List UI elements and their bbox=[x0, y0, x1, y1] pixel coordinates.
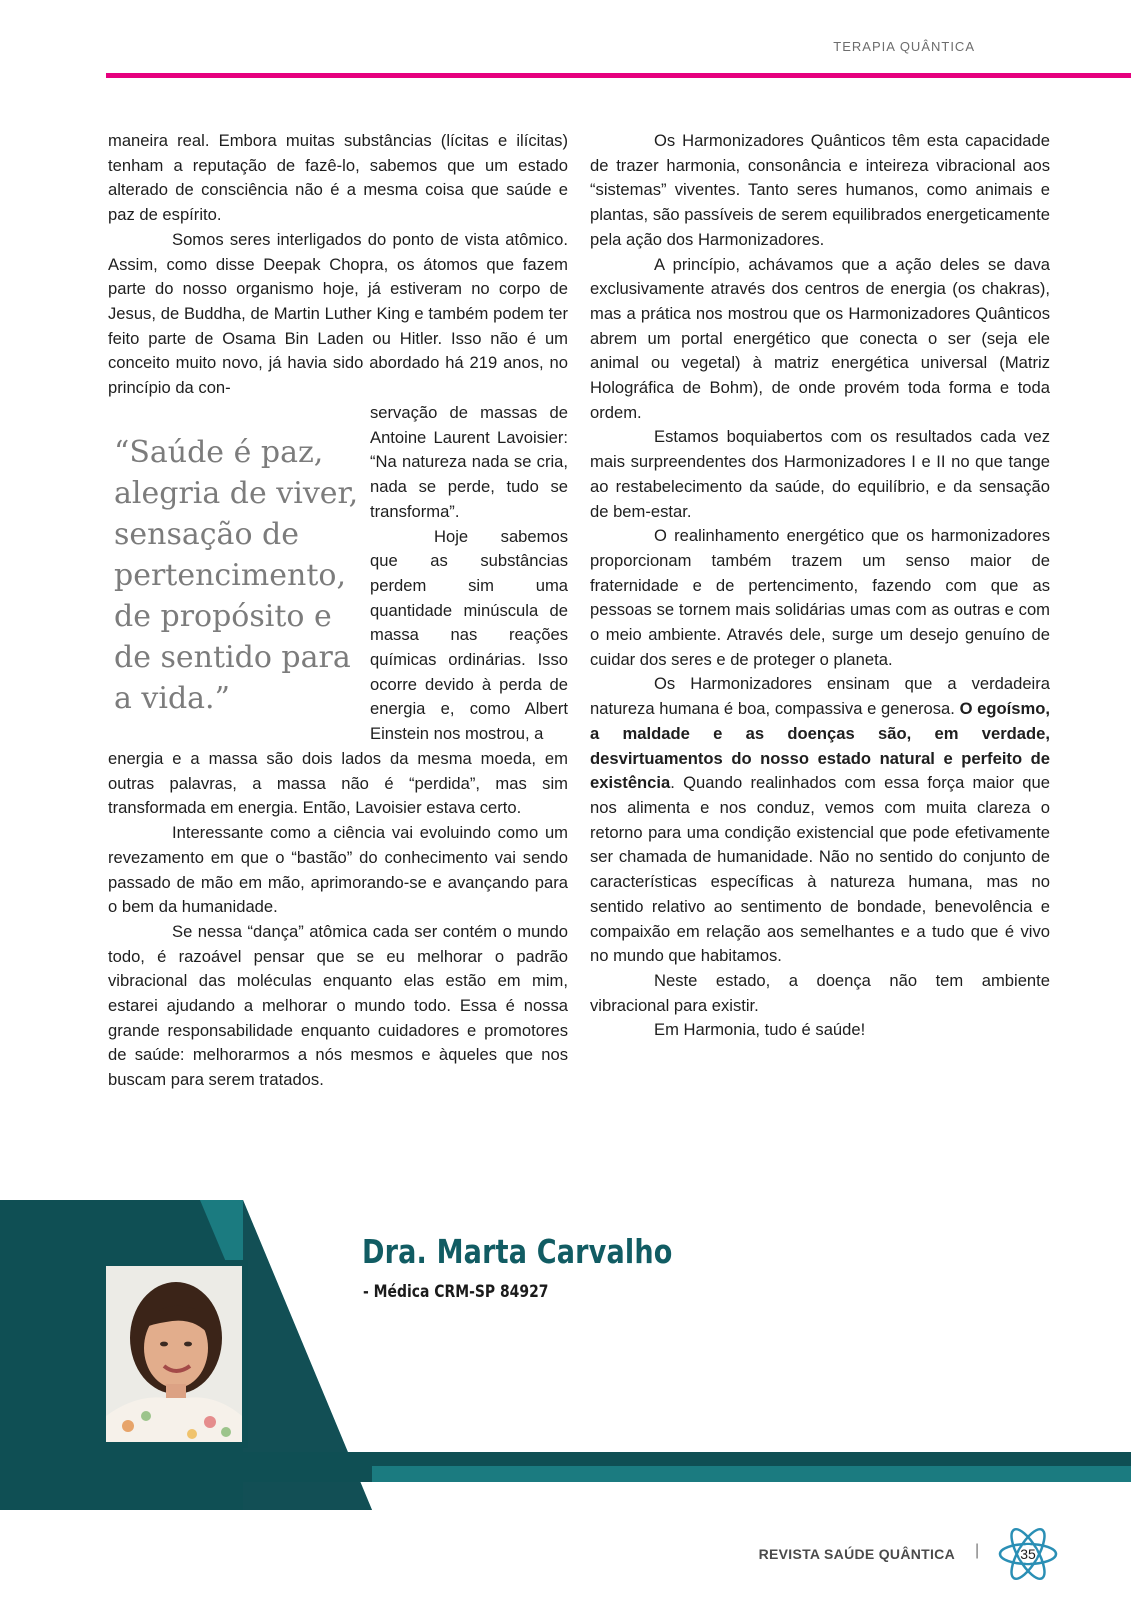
paragraph: A princípio, achávamos que a ação deles se dava exclusivamente através dos centros de energia (os chakras), mas a prática nos mostrou que os Harmonizadores Quânticos abrem um portal energético que conecta o ser (seja ele animal ou vegetal) à matriz energética universal (Matriz Holográfica de Bohm), de onde provém toda forma e toda ordem. bbox=[590, 254, 1050, 422]
pull-quote bbox=[114, 432, 360, 719]
left-column-bottom bbox=[108, 747, 568, 1093]
band-bottom-stripe bbox=[372, 1452, 1131, 1466]
paragraph: Interessante como a ciência vai evoluindo como um revezamento em que o “bastão” do conhecimento vai sendo passado de mão em mão, aprimorando-se e avançando para o bem da humanidade. bbox=[108, 823, 568, 917]
paragraph: servação de massas de Antoine Laurent Lavoisier: “Na natureza nada se cria, nada se perde, tudo se transforma”. bbox=[370, 403, 568, 521]
paragraph: O realinhamento energético que os harmonizadores proporcionam também trazem um senso maior de fraternidade e de pertencimento, fazendo com que as pessoas se tornem mais solidárias umas com as outras e com o meio ambiente. Através dele, surge um desejo genuíno de cuidar dos seres e de proteger o planeta. bbox=[590, 526, 1050, 669]
band-bottom-stripe-light bbox=[372, 1466, 1131, 1482]
paragraph: Hoje sabemos que as substâncias perdem sim uma quantidade minúscula de massa nas reações químicas ordinárias. Isso ocorre devido à perda de energia e, como Albert Einstein nos mostrou, a bbox=[370, 526, 568, 744]
pull-quote-line: pertencimento, bbox=[114, 558, 347, 593]
paragraph bbox=[590, 672, 1050, 968]
emphasis-text: O egoísmo, a maldade e as doenças são, em verdade, desvirtuamentos do nosso estado natural e perfeito de existência bbox=[590, 699, 1051, 793]
pull-quote-line: de sentido para bbox=[114, 640, 351, 675]
paragraph: Se nessa “dança” atômica cada ser contém o mundo todo, é razoável pensar que se eu melhorar o padrão vibracional das moléculas enquanto elas estão em mim, estarei ajudando a melhorar o mundo todo. Essa é nossa grande responsabilidade enquanto cuidadores e promotores de saúde: melhorarmos a nós mesmos e àqueles que nos buscam para serem tratados. bbox=[108, 921, 568, 1090]
page-number: 35 bbox=[1020, 1546, 1036, 1562]
magazine-title: REVISTA SAÚDE QUÂNTICA bbox=[758, 1546, 955, 1562]
author-credential: - Médica CRM-SP 84927 bbox=[363, 1282, 549, 1302]
paragraph: energia e a massa são dois lados da mesma moeda, em outras palavras, a massa não é “perdida”, mas sim transformada em energia. Então, Lavoisier estava certo. bbox=[108, 749, 568, 818]
section-header: TERAPIA QUÂNTICA bbox=[833, 39, 975, 54]
pull-quote-line: a vida.” bbox=[114, 681, 230, 716]
paragraph: Neste estado, a doença não tem ambiente vibracional para existir. bbox=[590, 970, 1050, 1015]
author-photo-frame bbox=[100, 1260, 248, 1448]
closing-line: Em Harmonia, tudo é saúde! bbox=[654, 1020, 866, 1040]
paragraph: Os Harmonizadores Quânticos têm esta capacidade de trazer harmonia, consonância e inteireza vibracional aos “sistemas” viventes. Tanto seres humanos, como animais e plantas, são passíveis de serem equilibrados energeticamente pela ação dos Harmonizadores. bbox=[590, 131, 1050, 249]
left-column-top bbox=[108, 129, 568, 401]
pull-quote-line: de propósito e bbox=[114, 599, 332, 634]
paragraph: Estamos boquiabertos com os resultados cada vez mais surpreendentes dos Harmonizadores I e II no que tange ao restabelecimento da saúde, do equilíbrio, e da sensação de bem-estar. bbox=[590, 427, 1050, 521]
portrait-illustration bbox=[106, 1266, 242, 1442]
paragraph: Somos seres interligados do ponto de vista atômico. Assim, como disse Deepak Chopra, os átomos que fazem parte do nosso organismo hoje, já estiveram no corpo de Jesus, de Buddha, de Martin Luther King e também podem ter feito parte de Osama Bin Laden ou Hitler. Isso não é um conceito muito novo, já havia sido abordado há 219 anos, no princípio da con- bbox=[108, 229, 568, 398]
paragraph-text: . Quando realinhados com essa força maior que nos alimenta e nos conduz, vemos com muita clareza o retorno para uma condição existencial que pode efetivamente ser chamada de humanidade. Não no sentido do conjunto de características específicas à natureza humana, mas no sentido relativo ao sentimento de bondade, benevolência e compaixão em relação aos semelhantes e a tudo que é vivo no mundo que habitamos. bbox=[590, 773, 1050, 966]
author-name: Dra. Marta Carvalho bbox=[362, 1232, 673, 1271]
paragraph-text: Os Harmonizadores ensinam que a verdadeira natureza humana é boa, compassiva e generosa. bbox=[590, 674, 1050, 719]
header-rule bbox=[106, 73, 1131, 78]
author-photo bbox=[106, 1266, 242, 1442]
right-column bbox=[590, 129, 1050, 1043]
pull-quote-line: alegria de viver, bbox=[114, 476, 359, 511]
band-bottom-strip-left bbox=[0, 1452, 372, 1482]
pull-quote-line: sensação de bbox=[114, 517, 299, 552]
left-column-middle bbox=[370, 401, 568, 747]
paragraph: maneira real. Embora muitas substâncias (lícitas e ilícitas) tenham a reputação de fazê-lo, sabemos que um estado alterado de consciência não é a mesma coisa que saúde e paz de espírito. bbox=[108, 131, 568, 225]
pull-quote-line: “Saúde é paz, bbox=[114, 435, 324, 470]
footer-separator: | bbox=[975, 1542, 980, 1559]
